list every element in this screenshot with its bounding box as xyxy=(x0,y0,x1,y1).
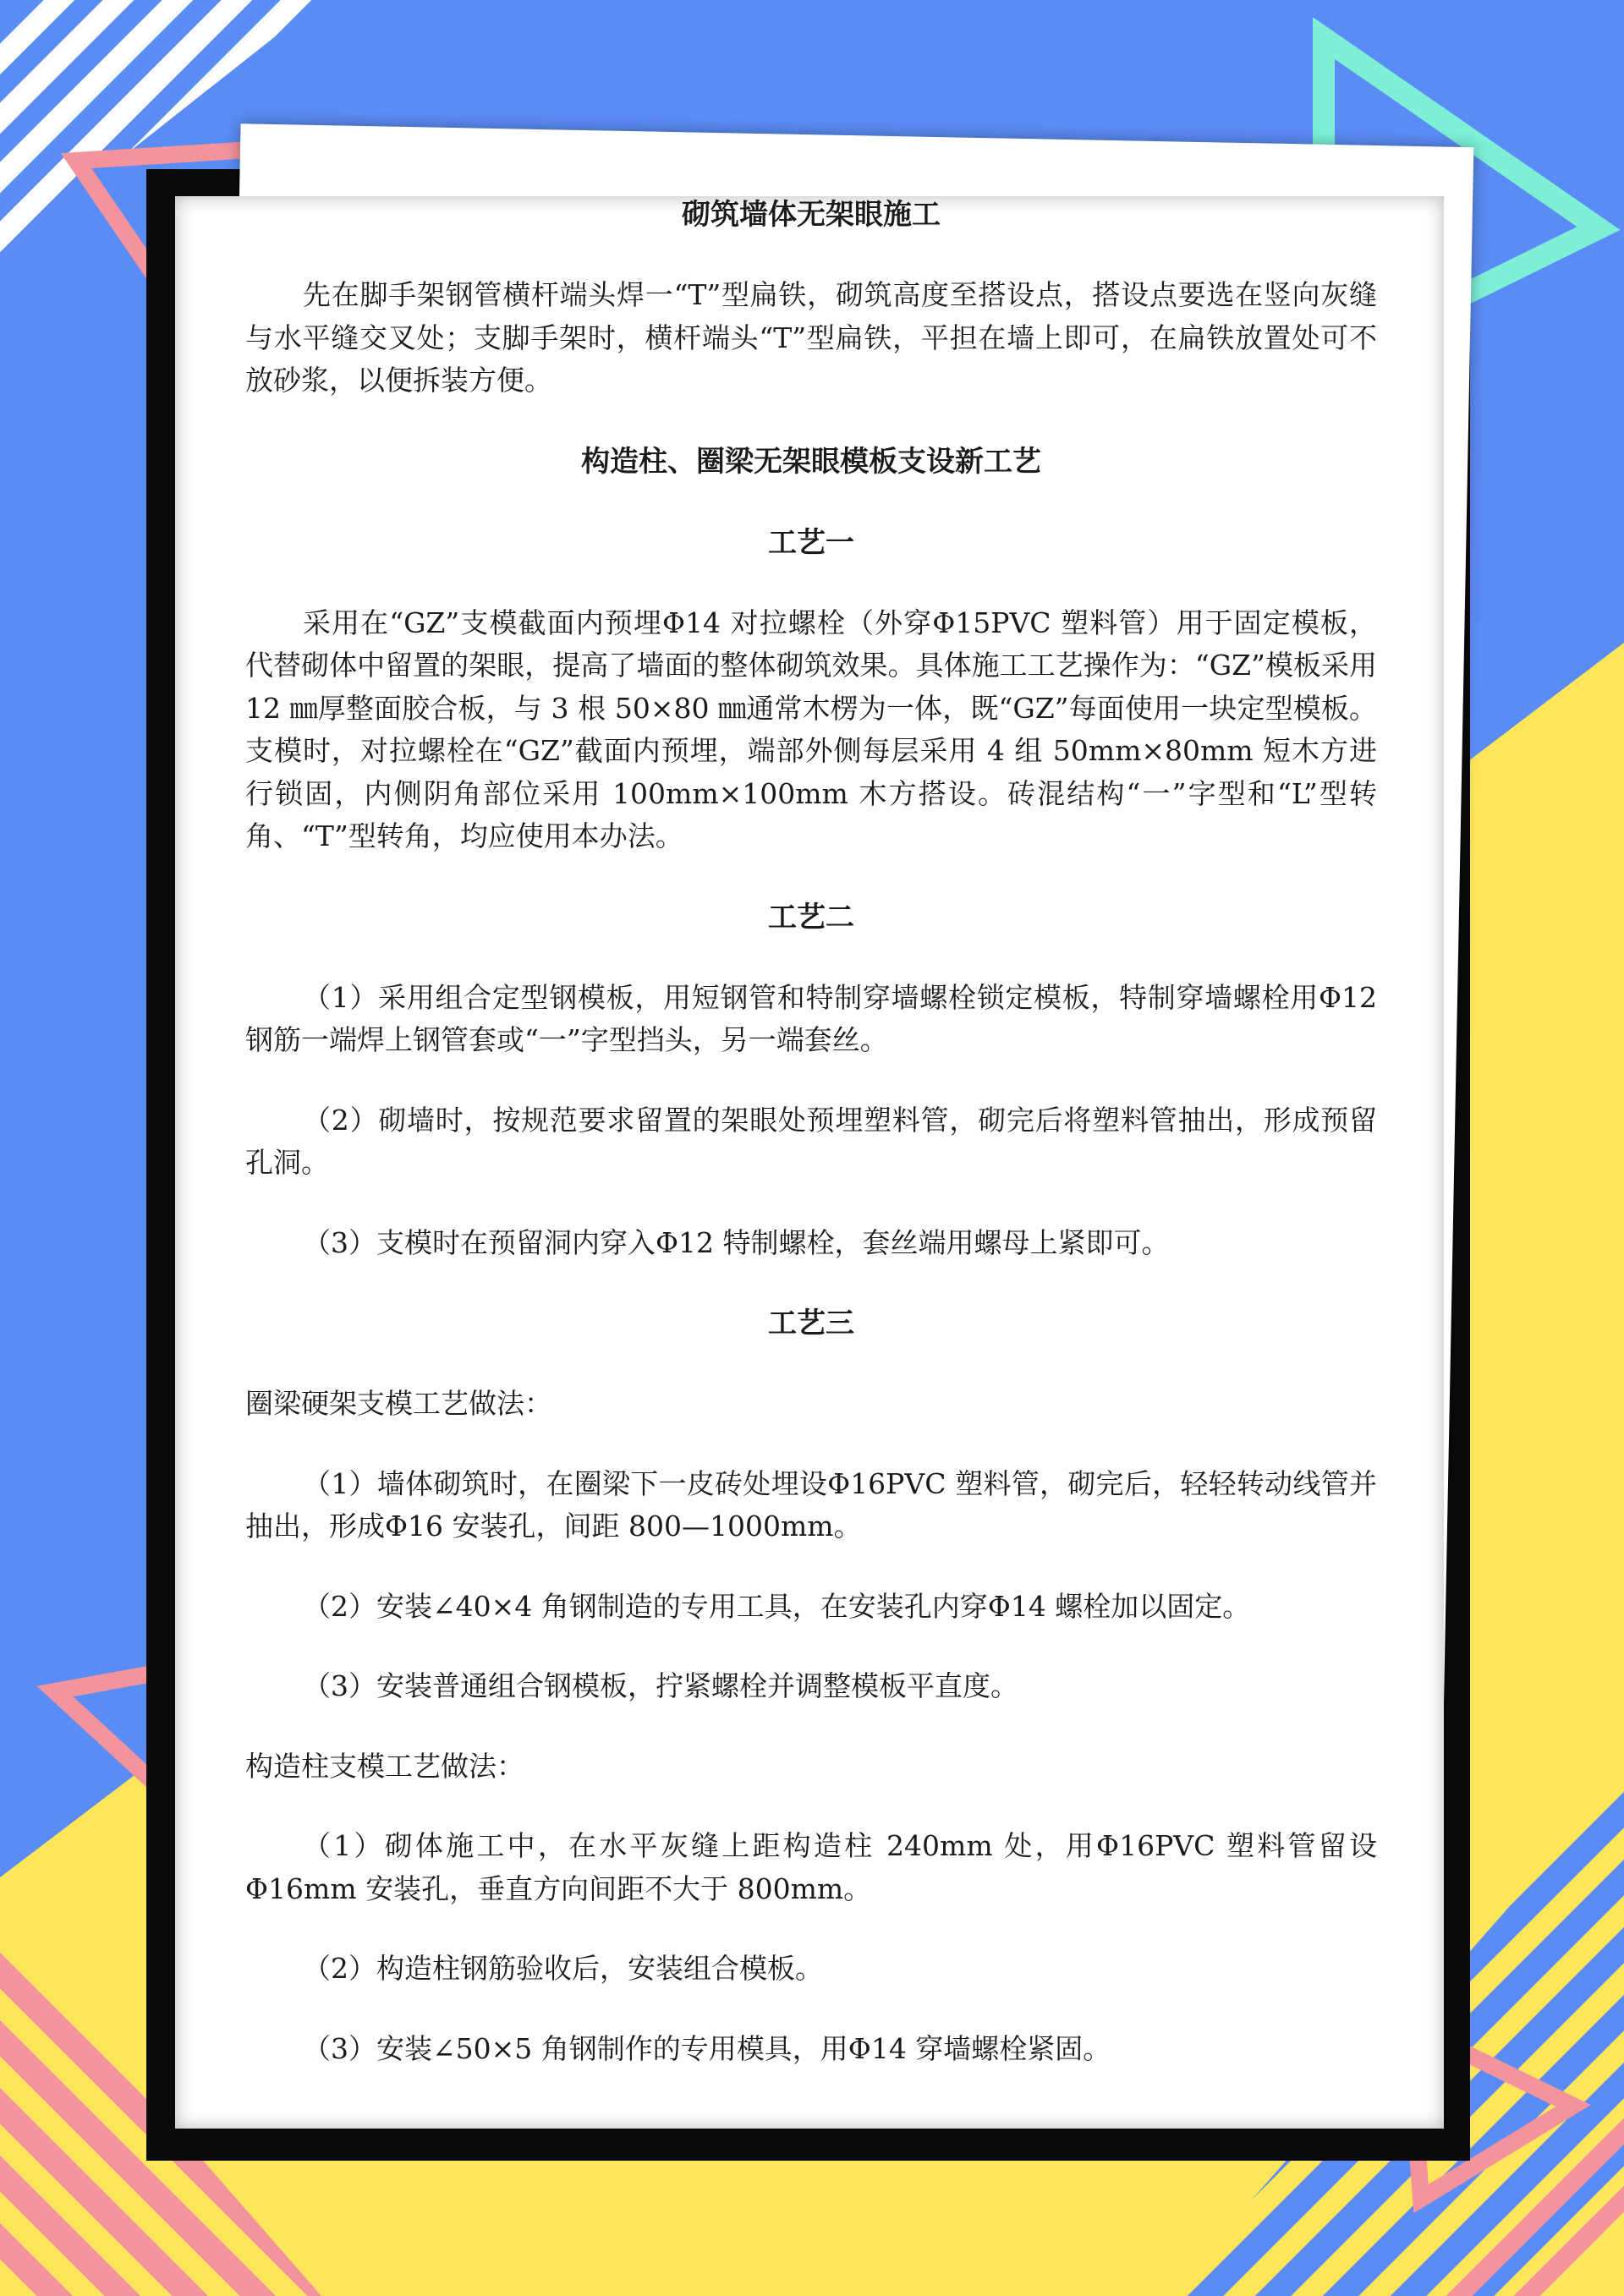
heading-section-2: 工艺二 xyxy=(768,900,854,934)
paragraph-12: （2）构造柱钢筋验收后，安装组合模板。 xyxy=(303,1952,823,1985)
heading-section-3: 工艺三 xyxy=(768,1307,854,1340)
paragraph-11: （1）砌体施工中，在水平灰缝上距构造柱 240mm 处，用Φ16PVC 塑料管留设Φ16mm 安装孔，垂直方向间距不大于 800mm。 xyxy=(245,1829,1377,1905)
document-content xyxy=(245,193,1377,2070)
heading-title-2: 构造柱、圈梁无架眼模板支设新工艺 xyxy=(581,444,1041,479)
paragraph-5: （3）支模时在预留洞内穿入Φ12 特制螺栓，套丝端用螺母上紧即可。 xyxy=(303,1225,1170,1259)
paragraph-10: 构造柱支模工艺做法： xyxy=(245,1749,524,1783)
paragraph-1: 先在脚手架钢管横杆端头焊一“T”型扁铁，砌筑高度至搭设点，搭设点要选在竖向灰缝与水平缝交叉处；支脚手架时，横杆端头“T”型扁铁，平担在墙上即可，在扁铁放置处可不放砂浆，以便拆装方便。 xyxy=(245,278,1377,397)
paragraph-4: （2）砌墙时，按规范要求留置的架眼处预埋塑料管，砌完后将塑料管抽出，形成预留孔洞。 xyxy=(245,1103,1377,1179)
paragraph-7: （1）墙体砌筑时，在圈梁下一皮砖处埋设Φ16PVC 塑料管，砌完后，轻轻转动线管并抽出，形成Φ16 安装孔，间距 800—1000mm。 xyxy=(245,1466,1377,1543)
heading-section-1: 工艺一 xyxy=(768,525,854,560)
heading-title-1: 砌筑墙体无架眼施工 xyxy=(682,198,941,232)
paragraph-6: 圈梁硬架支模工艺做法： xyxy=(245,1387,552,1420)
paragraph-2: 采用在“GZ”支模截面内预埋Φ14 对拉螺栓（外穿Φ15PVC 塑料管）用于固定模板，代替砌体中留置的架眼，提高了墙面的整体砌筑效果。具体施工工艺操作为：“GZ”模板采用 12 ㎜厚整面胶合板，与 3 根 50×80 ㎜通常木楞为一体，既“GZ”每面使用一块定型模板。支模时，对拉螺栓在“GZ”截面内预埋，端部外侧每层采用 4 组 50mm×80mm 短木方进行锁固，内侧阴角部位采用 100mm×100mm 木方搭设。砖混结构“一”字型和“L”型转角、“T”型转角，均应使用本办法。 xyxy=(245,606,1377,852)
paragraph-9: （3）安装普通组合钢模板，拧紧螺栓并调整模板平直度。 xyxy=(303,1669,1018,1702)
paragraph-13: （3）安装∠50×5 角钢制作的专用模具，用Φ14 穿墙螺栓紧固。 xyxy=(303,2031,1111,2065)
paragraph-8: （2）安装∠40×4 角钢制造的专用工具，在安装孔内穿Φ14 螺栓加以固定。 xyxy=(303,1589,1251,1623)
paragraph-3: （1）采用组合定型钢模板，用短钢管和特制穿墙螺栓锁定模板，特制穿墙螺栓用Φ12 钢筋一端焊上钢管套或“一”字型挡头，另一端套丝。 xyxy=(245,980,1377,1056)
